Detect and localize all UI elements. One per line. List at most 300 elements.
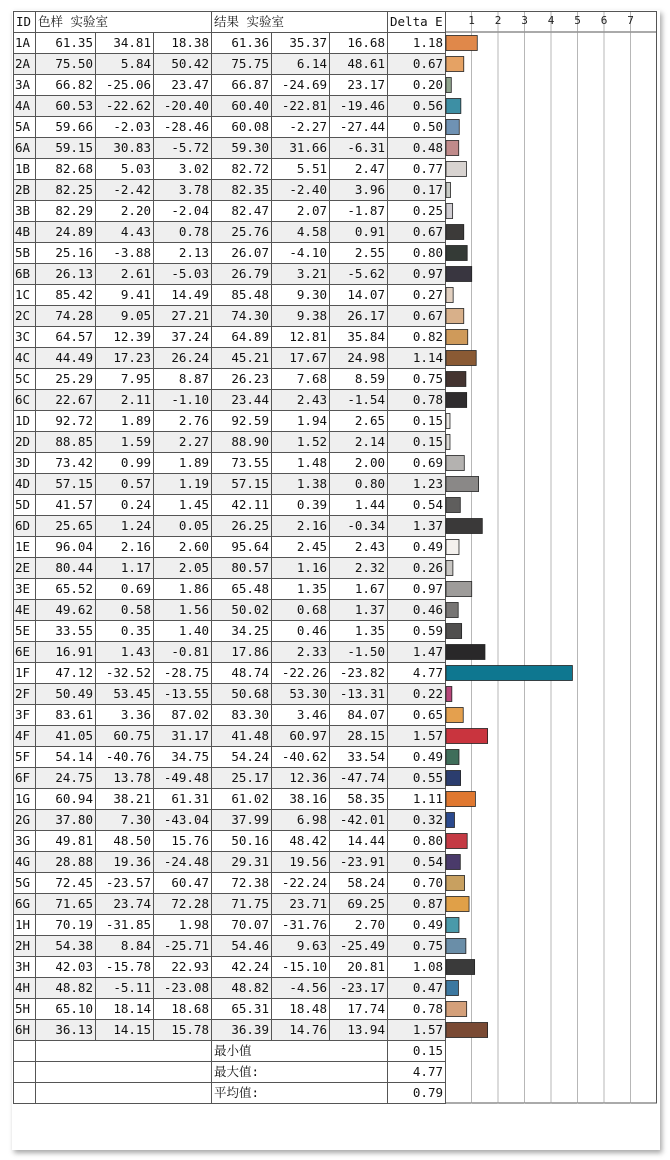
result-lab-cell: 83.30 — [212, 705, 272, 726]
row-id-cell: 1A — [14, 33, 36, 54]
delta-e-bar — [446, 288, 453, 303]
table-row — [14, 621, 446, 642]
sample-lab-cell: -31.85 — [96, 915, 154, 936]
delta-e-bar — [446, 855, 460, 870]
result-lab-cell: -22.26 — [272, 663, 330, 684]
result-lab-cell: 0.46 — [272, 621, 330, 642]
delta-e-bar — [446, 309, 464, 324]
result-lab-cell: 1.35 — [272, 579, 330, 600]
sample-lab-cell: 1.89 — [96, 411, 154, 432]
result-lab-cell: 58.35 — [330, 789, 388, 810]
sample-lab-cell: 36.13 — [36, 1020, 96, 1041]
delta-e-cell: 0.49 — [388, 747, 446, 768]
sample-lab-cell: 12.39 — [96, 327, 154, 348]
delta-e-cell: 0.54 — [388, 495, 446, 516]
summary-empty-cell — [14, 1083, 36, 1104]
sample-lab-cell: 0.69 — [96, 579, 154, 600]
sample-lab-cell: -5.03 — [154, 264, 212, 285]
result-lab-cell: 31.66 — [272, 138, 330, 159]
result-lab-cell: 45.21 — [212, 348, 272, 369]
result-lab-cell: 50.68 — [212, 684, 272, 705]
delta-e-cell: 0.80 — [388, 243, 446, 264]
row-id-cell: 3E — [14, 579, 36, 600]
sample-lab-cell: 41.05 — [36, 726, 96, 747]
row-id-cell: 6C — [14, 390, 36, 411]
result-lab-cell: -5.62 — [330, 264, 388, 285]
delta-e-bar — [446, 624, 462, 639]
result-lab-cell: 2.00 — [330, 453, 388, 474]
result-lab-cell: 1.44 — [330, 495, 388, 516]
result-lab-cell: 2.65 — [330, 411, 388, 432]
result-lab-cell: 82.72 — [212, 159, 272, 180]
table-row — [14, 75, 446, 96]
sample-lab-cell: 18.68 — [154, 999, 212, 1020]
row-id-cell: 4G — [14, 852, 36, 873]
sample-lab-cell: 1.98 — [154, 915, 212, 936]
sample-lab-cell: 30.83 — [96, 138, 154, 159]
summary-row — [14, 1083, 446, 1104]
sample-lab-cell: 59.66 — [36, 117, 96, 138]
delta-e-cell: 0.26 — [388, 558, 446, 579]
sample-lab-cell: 17.23 — [96, 348, 154, 369]
result-lab-cell: 23.44 — [212, 390, 272, 411]
sample-lab-cell: 1.59 — [96, 432, 154, 453]
sample-lab-cell: 3.02 — [154, 159, 212, 180]
table-row — [14, 579, 446, 600]
sample-lab-cell: 72.45 — [36, 873, 96, 894]
table-row — [14, 285, 446, 306]
summary-value: 4.77 — [388, 1062, 446, 1083]
delta-e-bar — [446, 414, 450, 429]
delta-e-cell: 0.46 — [388, 600, 446, 621]
table-row — [14, 96, 446, 117]
row-id-cell: 5H — [14, 999, 36, 1020]
result-lab-cell: 53.30 — [272, 684, 330, 705]
sample-lab-cell: 24.89 — [36, 222, 96, 243]
result-lab-cell: 60.97 — [272, 726, 330, 747]
row-id-cell: 5D — [14, 495, 36, 516]
result-lab-cell: 61.02 — [212, 789, 272, 810]
result-lab-cell: 61.36 — [212, 33, 272, 54]
sample-lab-cell: 38.21 — [96, 789, 154, 810]
result-lab-cell: 0.68 — [272, 600, 330, 621]
sample-lab-cell: 18.38 — [154, 33, 212, 54]
summary-empty-cell — [36, 1041, 212, 1062]
result-lab-cell: 70.07 — [212, 915, 272, 936]
delta-e-cell: 0.55 — [388, 768, 446, 789]
summary-value: 0.15 — [388, 1041, 446, 1062]
sample-lab-cell: 18.14 — [96, 999, 154, 1020]
sample-lab-cell: 82.29 — [36, 201, 96, 222]
table-row — [14, 705, 446, 726]
sample-lab-cell: 1.17 — [96, 558, 154, 579]
delta-e-bar — [446, 939, 466, 954]
sample-lab-cell: 2.16 — [96, 537, 154, 558]
result-lab-cell: -22.81 — [272, 96, 330, 117]
sample-lab-cell: -2.03 — [96, 117, 154, 138]
table-row — [14, 936, 446, 957]
sample-lab-cell: 82.68 — [36, 159, 96, 180]
result-lab-cell: 14.44 — [330, 831, 388, 852]
result-lab-cell: -6.31 — [330, 138, 388, 159]
sample-lab-cell: 8.87 — [154, 369, 212, 390]
header-sample-lab: 色样 实验室 — [36, 12, 212, 33]
result-lab-cell: -27.44 — [330, 117, 388, 138]
sample-lab-cell: 59.15 — [36, 138, 96, 159]
result-lab-cell: 50.16 — [212, 831, 272, 852]
delta-e-bar — [446, 960, 475, 975]
header-delta-e: Delta E — [388, 12, 446, 33]
sample-lab-cell: 53.45 — [96, 684, 154, 705]
result-lab-cell: 41.48 — [212, 726, 272, 747]
sample-lab-cell: 1.19 — [154, 474, 212, 495]
row-id-cell: 4F — [14, 726, 36, 747]
delta-e-bar — [446, 771, 461, 786]
sample-lab-cell: -0.81 — [154, 642, 212, 663]
row-id-cell: 2H — [14, 936, 36, 957]
delta-e-cell: 4.77 — [388, 663, 446, 684]
delta-e-cell: 1.47 — [388, 642, 446, 663]
sample-lab-cell: 16.91 — [36, 642, 96, 663]
sample-lab-cell: 37.24 — [154, 327, 212, 348]
result-lab-cell: 2.70 — [330, 915, 388, 936]
table-row — [14, 789, 446, 810]
row-id-cell: 3B — [14, 201, 36, 222]
result-lab-cell: 85.48 — [212, 285, 272, 306]
sample-lab-cell: 1.40 — [154, 621, 212, 642]
row-id-cell: 1H — [14, 915, 36, 936]
sample-lab-cell: 1.86 — [154, 579, 212, 600]
delta-e-bar — [446, 1023, 488, 1038]
sample-lab-cell: 0.58 — [96, 600, 154, 621]
result-lab-cell: 2.07 — [272, 201, 330, 222]
result-lab-cell: 2.55 — [330, 243, 388, 264]
row-id-cell: 2E — [14, 558, 36, 579]
result-lab-cell: 92.59 — [212, 411, 272, 432]
result-lab-cell: 2.14 — [330, 432, 388, 453]
row-id-cell: 3G — [14, 831, 36, 852]
table-row — [14, 726, 446, 747]
result-lab-cell: -42.01 — [330, 810, 388, 831]
sample-lab-cell: 27.21 — [154, 306, 212, 327]
result-lab-cell: 28.15 — [330, 726, 388, 747]
sample-lab-cell: -23.08 — [154, 978, 212, 999]
table-row — [14, 852, 446, 873]
result-lab-cell: 37.99 — [212, 810, 272, 831]
row-id-cell: 6H — [14, 1020, 36, 1041]
x-tick-label: 1 — [468, 14, 475, 27]
table-row — [14, 663, 446, 684]
sample-lab-cell: 0.57 — [96, 474, 154, 495]
header-row — [14, 12, 446, 33]
result-lab-cell: 26.17 — [330, 306, 388, 327]
delta-e-bar — [446, 813, 454, 828]
summary-empty-cell — [36, 1062, 212, 1083]
table-row — [14, 33, 446, 54]
sample-lab-cell: -32.52 — [96, 663, 154, 684]
sample-lab-cell: 22.67 — [36, 390, 96, 411]
sample-lab-cell: 66.82 — [36, 75, 96, 96]
delta-e-cell: 0.87 — [388, 894, 446, 915]
result-lab-cell: 12.36 — [272, 768, 330, 789]
result-lab-cell: 8.59 — [330, 369, 388, 390]
delta-e-cell: 0.54 — [388, 852, 446, 873]
sample-lab-cell: -24.48 — [154, 852, 212, 873]
delta-e-bar — [446, 540, 459, 555]
row-id-cell: 3C — [14, 327, 36, 348]
result-lab-cell: 25.17 — [212, 768, 272, 789]
delta-e-cell: 0.22 — [388, 684, 446, 705]
summary-row — [14, 1062, 446, 1083]
result-lab-cell: 65.31 — [212, 999, 272, 1020]
sample-lab-cell: 25.29 — [36, 369, 96, 390]
result-lab-cell: 2.43 — [330, 537, 388, 558]
sample-lab-cell: 48.50 — [96, 831, 154, 852]
result-lab-cell: 35.37 — [272, 33, 330, 54]
summary-empty-cell — [14, 1062, 36, 1083]
result-lab-cell: 0.80 — [330, 474, 388, 495]
delta-e-cell: 0.17 — [388, 180, 446, 201]
result-lab-cell: 0.91 — [330, 222, 388, 243]
result-lab-cell: 2.16 — [272, 516, 330, 537]
sample-lab-cell: 28.88 — [36, 852, 96, 873]
result-lab-cell: 73.55 — [212, 453, 272, 474]
x-tick-label: 4 — [547, 14, 555, 27]
result-lab-cell: 50.02 — [212, 600, 272, 621]
table-row — [14, 54, 446, 75]
result-lab-cell: 3.96 — [330, 180, 388, 201]
delta-e-cell: 1.57 — [388, 726, 446, 747]
delta-e-cell: 0.49 — [388, 537, 446, 558]
delta-e-bar — [446, 372, 466, 387]
result-lab-cell: -0.34 — [330, 516, 388, 537]
sample-lab-cell: 0.35 — [96, 621, 154, 642]
table-row — [14, 642, 446, 663]
sample-lab-cell: 0.05 — [154, 516, 212, 537]
delta-e-bar — [446, 183, 451, 198]
sample-lab-cell: 48.82 — [36, 978, 96, 999]
row-id-cell: 2B — [14, 180, 36, 201]
table-row — [14, 999, 446, 1020]
table-row — [14, 978, 446, 999]
sample-lab-cell: -3.88 — [96, 243, 154, 264]
table-row — [14, 768, 446, 789]
result-lab-cell: 9.63 — [272, 936, 330, 957]
row-id-cell: 2A — [14, 54, 36, 75]
result-lab-cell: 48.42 — [272, 831, 330, 852]
sample-lab-cell: 92.72 — [36, 411, 96, 432]
delta-e-bar — [446, 456, 464, 471]
delta-e-cell: 1.08 — [388, 957, 446, 978]
sample-lab-cell: 8.84 — [96, 936, 154, 957]
delta-e-cell: 0.67 — [388, 306, 446, 327]
result-lab-cell: -1.50 — [330, 642, 388, 663]
result-lab-cell: 7.68 — [272, 369, 330, 390]
result-lab-cell: 26.79 — [212, 264, 272, 285]
table-row — [14, 474, 446, 495]
result-lab-cell: 60.40 — [212, 96, 272, 117]
x-tick-label: 6 — [600, 14, 608, 27]
row-id-cell: 3A — [14, 75, 36, 96]
table-row — [14, 684, 446, 705]
sample-lab-cell: 2.05 — [154, 558, 212, 579]
row-id-cell: 6F — [14, 768, 36, 789]
row-id-cell: 5G — [14, 873, 36, 894]
summary-empty-cell — [36, 1083, 212, 1104]
table-row — [14, 348, 446, 369]
sample-lab-cell: 50.42 — [154, 54, 212, 75]
summary-empty-cell — [14, 1041, 36, 1062]
sample-lab-cell: 60.94 — [36, 789, 96, 810]
delta-e-cell: 0.97 — [388, 264, 446, 285]
sample-lab-cell: 64.57 — [36, 327, 96, 348]
result-lab-cell: 84.07 — [330, 705, 388, 726]
row-id-cell: 6D — [14, 516, 36, 537]
sample-lab-cell: -25.71 — [154, 936, 212, 957]
delta-e-bar — [446, 561, 453, 576]
sample-lab-cell: 60.53 — [36, 96, 96, 117]
x-tick-label: 5 — [574, 14, 581, 27]
result-lab-cell: -25.49 — [330, 936, 388, 957]
x-tick-label: 3 — [521, 14, 528, 27]
sample-lab-cell: 61.35 — [36, 33, 96, 54]
delta-e-cell: 0.32 — [388, 810, 446, 831]
table-row — [14, 390, 446, 411]
summary-label: 最大值: — [212, 1062, 388, 1083]
x-tick-label: 2 — [494, 14, 502, 27]
row-id-cell: 6E — [14, 642, 36, 663]
result-lab-cell: 2.43 — [272, 390, 330, 411]
sample-lab-cell: 72.28 — [154, 894, 212, 915]
sample-lab-cell: 88.85 — [36, 432, 96, 453]
delta-e-bar — [446, 792, 475, 807]
table-row — [14, 516, 446, 537]
row-id-cell: 6G — [14, 894, 36, 915]
result-lab-cell: 1.38 — [272, 474, 330, 495]
sample-lab-cell: 37.80 — [36, 810, 96, 831]
table-row — [14, 558, 446, 579]
result-lab-cell: -23.91 — [330, 852, 388, 873]
sample-lab-cell: 26.13 — [36, 264, 96, 285]
result-lab-cell: 1.52 — [272, 432, 330, 453]
sample-lab-cell: 5.03 — [96, 159, 154, 180]
summary-row — [14, 1041, 446, 1062]
delta-e-cell: 0.48 — [388, 138, 446, 159]
sample-lab-cell: 19.36 — [96, 852, 154, 873]
result-lab-cell: 1.37 — [330, 600, 388, 621]
table-row — [14, 495, 446, 516]
table-row — [14, 894, 446, 915]
row-id-cell: 1E — [14, 537, 36, 558]
result-lab-cell: 71.75 — [212, 894, 272, 915]
sample-lab-cell: 73.42 — [36, 453, 96, 474]
row-id-cell: 3F — [14, 705, 36, 726]
row-id-cell: 1D — [14, 411, 36, 432]
delta-e-bar — [446, 645, 485, 660]
sample-lab-cell: 23.47 — [154, 75, 212, 96]
delta-e-bar — [446, 477, 479, 492]
sample-lab-cell: 61.31 — [154, 789, 212, 810]
x-tick-label: 7 — [627, 14, 634, 27]
sample-lab-cell: -20.40 — [154, 96, 212, 117]
row-id-cell: 5B — [14, 243, 36, 264]
sample-lab-cell: -25.06 — [96, 75, 154, 96]
delta-e-bar — [446, 708, 463, 723]
result-lab-cell: -4.10 — [272, 243, 330, 264]
row-id-cell: 3H — [14, 957, 36, 978]
result-lab-cell: 72.38 — [212, 873, 272, 894]
result-lab-cell: 17.86 — [212, 642, 272, 663]
delta-e-bar — [446, 57, 464, 72]
delta-e-bar — [446, 141, 459, 156]
delta-e-cell: 1.37 — [388, 516, 446, 537]
result-lab-cell: -1.54 — [330, 390, 388, 411]
sample-lab-cell: 49.62 — [36, 600, 96, 621]
delta-e-cell: 1.57 — [388, 1020, 446, 1041]
table-row — [14, 411, 446, 432]
sample-lab-cell: 9.41 — [96, 285, 154, 306]
sample-lab-cell: 49.81 — [36, 831, 96, 852]
result-lab-cell: 95.64 — [212, 537, 272, 558]
sample-lab-cell: 1.56 — [154, 600, 212, 621]
result-lab-cell: 1.16 — [272, 558, 330, 579]
delta-e-bar — [446, 876, 465, 891]
sample-lab-cell: 71.65 — [36, 894, 96, 915]
delta-e-bar — [446, 204, 453, 219]
delta-e-bar — [446, 687, 452, 702]
sample-lab-cell: 83.61 — [36, 705, 96, 726]
delta-e-cell: 1.18 — [388, 33, 446, 54]
sample-lab-cell: 44.49 — [36, 348, 96, 369]
row-id-cell: 2F — [14, 684, 36, 705]
delta-e-bar — [446, 99, 461, 114]
result-lab-cell: 29.31 — [212, 852, 272, 873]
row-id-cell: 4B — [14, 222, 36, 243]
sample-lab-cell: 0.24 — [96, 495, 154, 516]
row-id-cell: 6B — [14, 264, 36, 285]
result-lab-cell: 25.76 — [212, 222, 272, 243]
delta-e-bar — [446, 981, 458, 996]
table-row — [14, 264, 446, 285]
sample-lab-cell: 70.19 — [36, 915, 96, 936]
sample-lab-cell: 57.15 — [36, 474, 96, 495]
sample-lab-cell: 96.04 — [36, 537, 96, 558]
summary-label: 平均值: — [212, 1083, 388, 1104]
result-lab-cell: 42.11 — [212, 495, 272, 516]
result-lab-cell: 74.30 — [212, 306, 272, 327]
sample-lab-cell: 25.65 — [36, 516, 96, 537]
result-lab-cell: 0.39 — [272, 495, 330, 516]
sample-lab-cell: 24.75 — [36, 768, 96, 789]
sample-lab-cell: 2.60 — [154, 537, 212, 558]
result-lab-cell: 1.35 — [330, 621, 388, 642]
result-lab-cell: 6.98 — [272, 810, 330, 831]
table-row — [14, 243, 446, 264]
delta-e-bar — [446, 519, 482, 534]
sample-lab-cell: 60.47 — [154, 873, 212, 894]
table-row — [14, 432, 446, 453]
table-row — [14, 306, 446, 327]
table-row — [14, 915, 446, 936]
result-lab-cell: -15.10 — [272, 957, 330, 978]
result-lab-cell: 26.25 — [212, 516, 272, 537]
sample-lab-cell: -15.78 — [96, 957, 154, 978]
sample-lab-cell: 2.11 — [96, 390, 154, 411]
delta-e-bar — [446, 351, 476, 366]
result-lab-cell: -13.31 — [330, 684, 388, 705]
delta-e-cell: 0.75 — [388, 369, 446, 390]
sample-lab-cell: 33.55 — [36, 621, 96, 642]
